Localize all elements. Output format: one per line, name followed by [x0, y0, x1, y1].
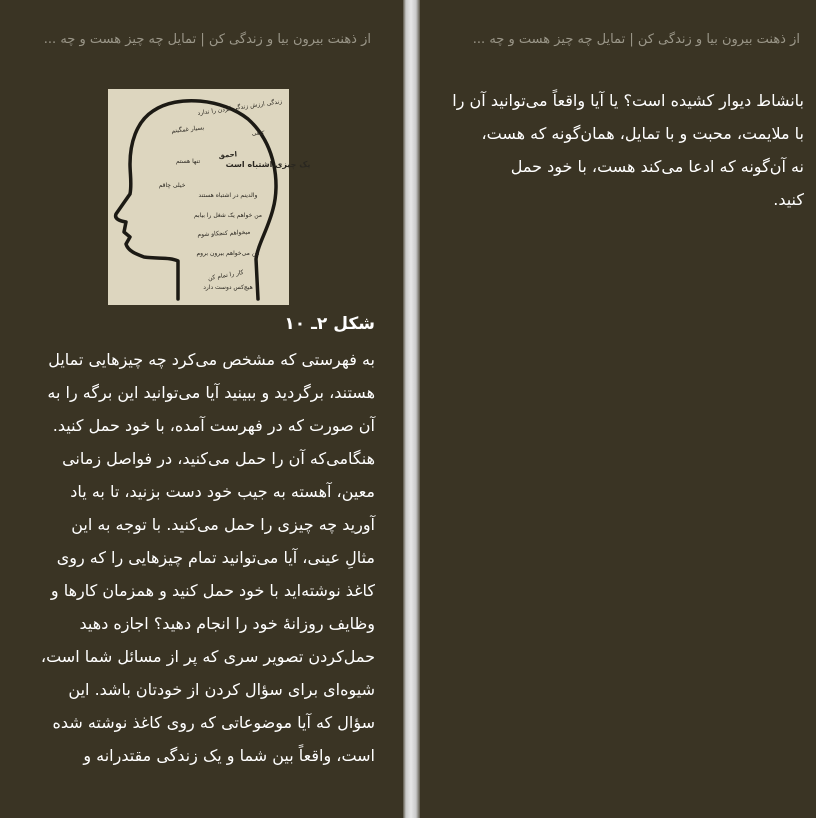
text-line: نه آن‌گونه که ادعا می‌کند هست، با خود حمل — [510, 157, 804, 176]
left-running-header: از ذهنت بیرون بیا و زندگی کن | تمایل چه چیز هست و چه ... — [43, 32, 371, 47]
head-note-text: یک چیزی اشتباه است — [225, 160, 311, 169]
text-line: مثالِ عینی، آیا می‌توانید تمام چیزهایی را که روی — [56, 548, 375, 567]
text-line: شیوه‌ای برای سؤال کردن از خودتان باشد. این — [68, 680, 375, 699]
head-note-text: زندگی ارزش زندگی کردن را ندارد — [197, 98, 283, 117]
right-body-text — [432, 84, 804, 216]
text-line: هستند، برگردید و ببینید آیا می‌توانید این برگه را به — [47, 383, 375, 402]
head-note-text: من خواهم یک شغل را بیابم — [194, 212, 262, 219]
head-note-text: خیلی چاقم — [158, 182, 186, 189]
text-line: به فهرستی که مشخص می‌کرد چه چیزهایی تمایل — [48, 350, 375, 369]
right-page[interactable] — [420, 0, 816, 818]
head-note-text: کافی — [251, 130, 265, 137]
head-note-text: من می‌خواهم بیرون بروم — [196, 250, 260, 257]
text-line: آن صورت که در فهرست آمده، با خود حمل کنید. — [52, 416, 375, 435]
head-figure-image — [108, 89, 311, 305]
left-body-text — [20, 343, 375, 772]
head-note-text: هیچ‌کس دوست دارد — [203, 284, 253, 291]
head-silhouette-icon — [108, 89, 311, 305]
text-line: وظایف روزانهٔ خود را انجام دهید؟ اجازه دهید — [79, 614, 375, 633]
text-line: هنگامی‌که آن را حمل می‌کنید، در فواصل زمانی — [62, 449, 375, 468]
text-line: بانشاط دیوار کشیده است؟ یا آیا واقعاً می‌توانید آن را — [452, 91, 804, 110]
text-line: آورید چه چیزی را حمل می‌کنید. با توجه به این — [71, 515, 375, 534]
head-note-text: احمق — [218, 150, 238, 160]
head-note-text: کار را تمام کن — [207, 268, 245, 283]
head-note-text: میخواهم کنجکاو شوم — [197, 228, 251, 239]
page-gutter — [403, 0, 420, 818]
text-line: با ملایمت، محبت و با تمایل، همان‌گونه که هست، — [481, 124, 804, 143]
text-line: سؤال که آیا موضوعاتی که روی کاغذ نوشته شده — [52, 713, 375, 732]
left-page[interactable] — [0, 0, 403, 818]
head-note-text: والدینم در اشتباه هستند — [198, 192, 258, 199]
text-line: کاغذ نوشته‌اید با خود حمل کنید و همزمان کارها و — [50, 581, 375, 600]
head-note-text: بسیار غمگینم — [171, 124, 205, 135]
right-running-header: از ذهنت بیرون بیا و زندگی کن | تمایل چه چیز هست و چه ... — [472, 32, 800, 47]
text-line: کنید. — [773, 190, 804, 209]
text-line: است، واقعاً بین شما و یک زندگی مقتدرانه و — [83, 746, 375, 765]
text-line: حمل‌کردن تصویر سری که پر از مسائل شما است، — [40, 647, 375, 666]
figure-caption: شکل ۲ـ ۱۰ — [284, 314, 375, 334]
text-line: معین، آهسته به جیب خود دست بزنید، تا به یاد — [70, 482, 375, 501]
head-note-text: تنها هستم — [175, 158, 201, 165]
